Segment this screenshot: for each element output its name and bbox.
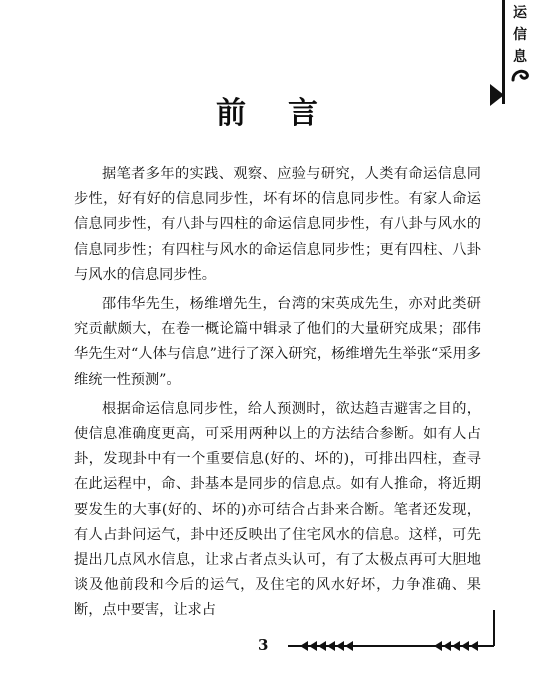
double-chevron-left-icon	[300, 638, 360, 654]
paragraph: 邵伟华先生，杨维增先生，台湾的宋英成先生，亦对此类研究贡献颇大，在卷一概论篇中辑录了他们的大量研究成果；邵伟华先生对“人体与信息”进行了深入研究，杨维增先生举张“采用多维统一性预测”。	[74, 296, 481, 388]
body-text	[74, 162, 481, 628]
margin-running-head	[508, 2, 532, 68]
swirl-icon	[510, 66, 532, 84]
margin-char: 运	[513, 5, 527, 21]
footer-bracket-icon	[478, 610, 498, 650]
double-chevron-left-icon	[434, 638, 482, 654]
margin-char: 息	[513, 49, 527, 65]
paragraph: 据笔者多年的实践、观察、应验与研究，人类有命运信息同步性，好有好的信息同步性，坏有坏的信息同步性。有家人命运信息同步性，有八卦与四柱的命运信息同步性，有八卦与风水的信息同步性；有四柱与风水的命运信息同步性；更有四柱、八卦与风水的信息同步性。	[74, 166, 481, 283]
margin-char: 信	[513, 27, 527, 43]
page-number: 3	[258, 636, 269, 654]
page-title: 前言	[216, 96, 360, 131]
paragraph: 根据命运信息同步性，给人预测时，欲达趋吉避害之目的，使信息准确度更高，可采用两种以上的方法结合参断。如有人占卦，发现卦中有一个重要信息(好的、坏的)，可排出四柱，查寻在此运程中，命、卦基本是同步的信息点。如有人推命，将近期要发生的大事(好的、坏的)亦可结合占卦来合断。笔者还发现，有人占卦问运气，卦中还反映出了住宅风水的信息。这样，可先提出几点风水信息，让求占者点头认可，有了太极点再可大胆地谈及他前段和今后的运气，及住宅的风水好坏，力争准确、果断，点中要害，让求占	[74, 400, 481, 619]
